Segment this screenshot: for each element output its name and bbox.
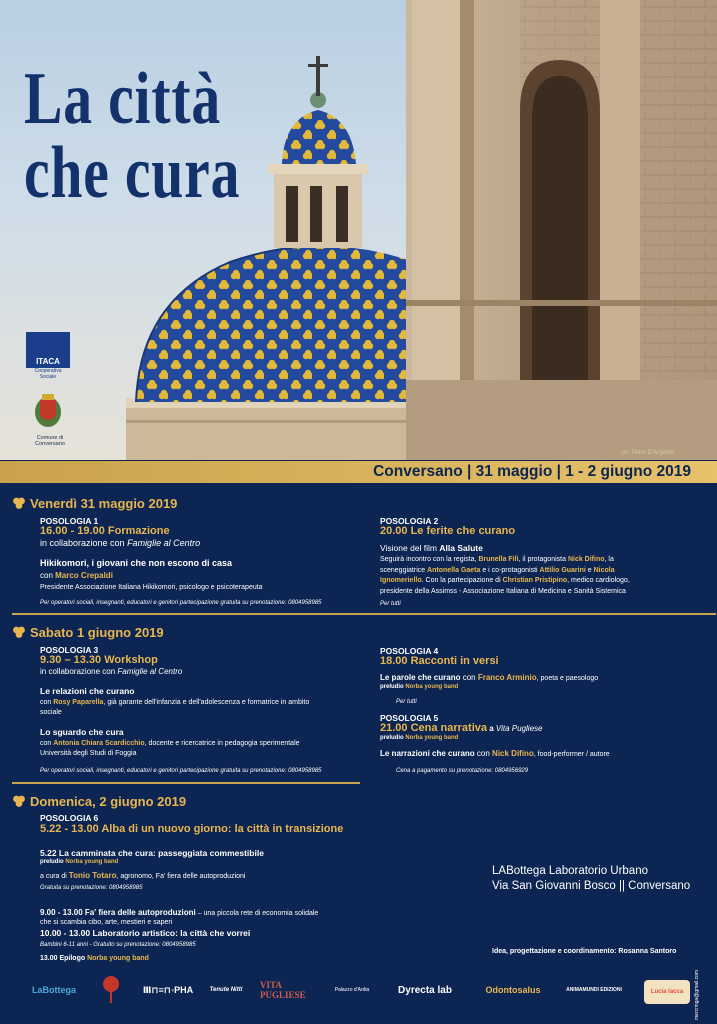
sponsor-tenute-nitti: Tenute Nitti [209,987,243,993]
day-label: Venerdì 31 maggio 2019 [30,496,178,511]
posologia-6-label: POSOLOGIA 6 [40,813,99,823]
film-name: Alla Salute [439,543,483,553]
preludio-prefix: preludio [380,684,406,690]
talk-title: Le narrazioni che curano [380,749,475,758]
hero-photo [0,0,717,460]
posologia-3-talk1-speaker [40,698,360,718]
photo-credit: ph. Piero D'Argento [622,450,675,456]
director-name: Brunella Filì [478,556,519,563]
posologia-1-collab [40,538,200,548]
comune-logo [28,390,72,454]
time-title: 21.00 Cena narrativa [380,722,488,734]
sponsor-media: Ⅲ⊓≡⊓◦PHA [142,984,194,995]
posologia-3-talk1-title: Le relazioni che curano [40,686,135,696]
sponsor-lucia-iacca: Lucia Iacca [644,980,690,1004]
fair-title: 9.00 - 13.00 Fa' fiera delle autoproduzioni [40,908,196,917]
tree-icon [100,975,122,1005]
comune-line-2: Conversano [35,441,65,447]
sponsor-dyrecta: Dyrecta lab [398,984,452,996]
fair-desc-b: che si scambia cibo, arte, mestieri e saperi [40,919,173,926]
desc-e: e i co-protagonisti [480,566,540,574]
credits: Idea, progettazione e coordinamento: Rosanna Santoro [492,948,677,955]
role-a: , già garante dell'infanzia e dell'adolescenza e formatrice in ambito [103,699,310,706]
speaker-name: Nick Difino [492,749,534,758]
speaker-name: Rosy Paparella [53,699,104,706]
sponsor-odontosalus: Odontosalus [485,985,541,995]
desc-b: , il protagonista [518,556,568,563]
at-name: Vita Pugliese [495,724,543,733]
collab-name: Famiglie al Centro [117,667,183,676]
posologia-1-speaker-line [40,571,113,580]
posologia-4-note: Per tutti [396,699,417,705]
with-prefix: con [40,571,56,580]
posologia-3-talk2-title: Lo sguardo che cura [40,727,124,737]
guest-name: Christian Pristipino [502,577,568,584]
itaca-logo [26,332,70,382]
walk-title: 5.22 La camminata che cura: passeggiata commestibile [40,848,264,858]
posologia-3-note: Per operatori sociali, insegnanti, educatori e genitori partecipazione gratuita su prenotazione: 0804958985 [40,768,322,774]
speaker-role: , poeta e paesologo [536,675,599,682]
date-band-text: Conversano | 31 maggio | 1 - 2 giugno 2019 [373,463,691,480]
walk-preludio [40,859,118,865]
at-prefix: a [487,724,496,733]
preludio-name: Norba young band [405,684,459,690]
collab-prefix: in collaborazione con [40,538,128,548]
posologia-3-title: 9.30 – 13.30 Workshop [40,654,158,666]
day-label: Sabato 1 giugno 2019 [30,625,164,640]
desc-d: sceneggiatrice [380,566,428,574]
speaker-name: Marco Crepaldi [55,571,113,580]
section-divider [12,782,360,784]
venue-name: LABottega Laboratorio Urbano [492,865,648,877]
coprotagonist-2b: Ignomeriello [380,577,422,584]
role-b: Università degli Studi di Foggia [40,750,137,757]
preludio-name: Norba young band [405,735,459,741]
lab-note: Bambini 6-11 anni - Gratuito su prenotazione: 0804958985 [40,942,196,948]
title-line-2: che cura [24,132,241,214]
curator-role: , agronomo, Fa' fiera delle autoproduzioni [116,873,246,880]
posologia-1-speaker-role: Presidente Associazione Italiana Hikikomori, psicologo e psicoterapeuta [40,584,263,591]
sponsor-animamundi: ANIMAMUNDI EDIZIONI [566,987,622,993]
epilogo-prefix: 13.00 Epilogo [40,955,88,962]
desc-h: , medico cardiologo, [567,577,630,584]
comune-line-1: Comune di [36,435,64,441]
lab-title: 10.00 - 13.00 Laboratorio artistico: la città che vorrei [40,928,251,938]
venue-address: Via San Giovanni Bosco || Conversano [492,880,691,892]
day-heading-sunday [12,794,186,809]
sponsor-labottega: LaBottega [31,985,76,995]
speaker-role: , food-performer / autore [533,751,610,758]
collab-name: Famiglie al Centro [127,538,201,548]
poster-title [24,58,241,214]
preludio-prefix: preludio [40,859,66,865]
posologia-2-note: Per tutti [380,601,401,607]
day-heading-saturday [12,625,164,640]
flower-icon [12,625,26,639]
with-prefix: con [460,673,478,682]
itaca-name: ITACA [36,357,60,366]
posologia-1-talk-title: Hikikomori, i giovani che non escono di casa [40,558,233,568]
speaker-name: Antonia Chiara Scardicchio [53,740,145,747]
posologia-3-label: POSOLOGIA 3 [40,645,99,655]
protagonist-name: Nick Difino [567,556,605,563]
flower-icon [12,496,26,510]
with-prefix: con [40,740,54,747]
walk-curator [40,871,245,880]
day-heading-friday [12,496,177,511]
posologia-4-preludio [380,684,458,690]
posologia-6-title: 5.22 - 13.00 Alba di un nuovo giorno: la città in transizione [40,823,344,835]
screenwriter-name: Antonella Gaeta [427,566,481,574]
venue-block [492,864,690,894]
posologia-2-description [380,555,710,597]
posologia-1-label: POSOLOGIA 1 [40,516,99,526]
posologia-1-title: 16.00 - 19.00 Formazione [40,525,170,537]
sponsor-palazzo-ardia: Palazzo d'Ardia [334,987,370,993]
flower-icon [12,794,26,808]
film-prefix: Visione del film [380,543,440,553]
posologia-5-talk [380,749,610,758]
posologia-2-title: 20.00 Le ferite che curano [380,525,516,537]
desc-c: , la [604,556,614,563]
day-label: Domenica, 2 giugno 2019 [30,794,187,809]
posologia-2-label: POSOLOGIA 2 [380,516,439,526]
collab-prefix: in collaborazione con [40,667,118,676]
itaca-subtitle: Cooperativa Sociale [34,368,62,380]
posologia-2-film [380,543,483,553]
desc-a: Seguirà incontro con la regista, [380,556,479,563]
desc-f: e [585,566,594,574]
with-prefix: con [474,749,493,758]
vertical-email: mercringa@gmail.com [694,969,700,1020]
epilogo [40,955,149,962]
sponsor-strip [0,970,717,1024]
coat-of-arms-icon [33,390,63,430]
epilogo-name: Norba young band [87,955,149,962]
section-divider [12,613,716,615]
posologia-4-talk [380,673,598,682]
posologia-3-talk2-speaker [40,739,360,759]
title-line-1: La città [24,58,221,140]
role-a: , docente e ricercatrice in pedagogia sperimentale [144,740,300,747]
posologia-5-note: Cena a pagamento su prenotazione: 0804956929 [396,768,529,774]
itaca-mark-icon [26,332,70,368]
role-b: sociale [40,709,62,716]
posologia-5-preludio [380,735,458,741]
sponsor-tree-logo [96,970,126,1010]
date-band [0,461,717,483]
fair-desc-a: – una piccola rete di economia solidale [195,910,319,917]
curated-prefix: a cura di [40,873,69,880]
fair-item [40,908,370,927]
walk-note: Gratuita su prenotazione: 0804958985 [40,885,143,891]
desc-i: presidente della Assimss - Associazione Italiana di Medicina e Sanità Sistemica [380,587,626,595]
coprotagonist-2a: Nicola [593,566,615,574]
desc-g: . Con la partecipazione di [421,577,503,584]
posologia-4-label: POSOLOGIA 4 [380,646,439,656]
preludio-prefix: preludio [380,735,406,741]
sponsor-vita-pugliese: VITA PUGLIESE [260,980,306,1000]
with-prefix: con [40,699,54,706]
posologia-5-label: POSOLOGIA 5 [380,713,439,723]
posologia-1-note: Per operatori sociali, insegnanti, educatori e genitori partecipazione gratuita su prenotazione: 0804958985 [40,600,322,606]
talk-title: Le parole che curano [380,673,461,682]
curator-name: Tonio Totaro [68,871,117,880]
posologia-3-collab [40,667,182,676]
coprotagonist-1: Attilio Guarini [539,566,586,574]
preludio-name: Norba young band [65,859,119,865]
posologia-5-title [380,722,542,734]
posologia-4-title: 18.00 Racconti in versi [380,655,499,667]
speaker-name: Franco Arminio [477,673,537,682]
